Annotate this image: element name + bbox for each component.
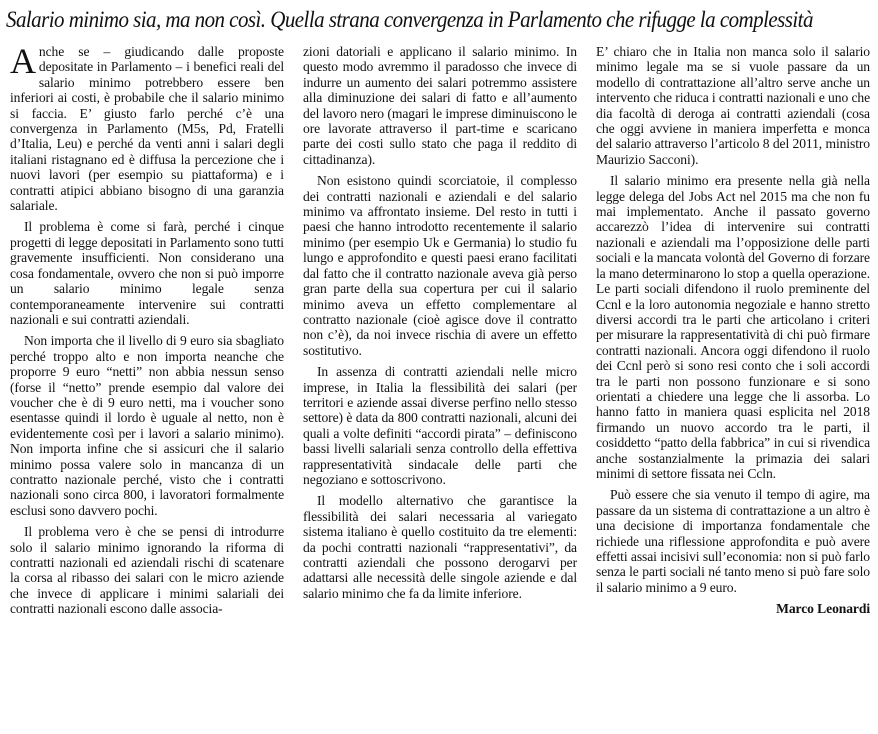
column-3	[596, 44, 870, 730]
paragraph	[10, 44, 284, 213]
paragraph: E’ chiaro che in Italia non manca solo il salario minimo legale ma se si vuole passare da un modello di contrattazione all’altro serve anche un intervento che riduca i contratti nazionali e uno che dia facoltà di deroga ai contratti aziendali (cosa che oggi avviene in maniera imperfetta e monca del salario attraverso l’articolo 8 del 2011, ministro Maurizio Sacconi).	[596, 44, 870, 167]
paragraph-text: nche se – giudicando dalle proposte depositate in Parlamento – i benefici reali del salario minimo potrebbero essere ben inferiori ai costi, è probabile che il salario minimo si faccia. E’ giusto farlo perché c’è una convergenza in Parlamento (M5s, Pd, Fratelli d’Italia, Leu) e perché da venti anni i salari degli italiani ristagnano ed è diffusa la percezione che i nuovi lavori (per esempio su piattaforma) e i contratti atipici abbiano bisogno di una garanzia salariale.	[10, 44, 284, 214]
drop-cap: A	[10, 44, 36, 81]
paragraph: Non esistono quindi scorciatoie, il complesso dei contratti nazionali e aziendali e del salario minimo va affrontato insieme. Del resto in tutti i paesi che hanno introdotto recentemente il salario minimo (per esempio Uk e Germania) lo studio fu lungo e approfondito e questi paesi erano facilitati dal fatto che il contratto nazionale aveva già perso gran parte della sua copertura per cui il salario minimo aveva un effetto complementare al contratto nazionale (cioè agisce dove il contratto non c’è), da noi invece rischia di avere un effetto sostitutivo.	[303, 173, 577, 358]
paragraph: Il modello alternativo che garantisce la flessibilità dei salari necessaria al variegato sistema italiano è quello costituito da tre elementi: da pochi contratti nazionali “rappresentativi”, da contratti aziendali che possono derogarvi per adattarsi alle necessità delle singole aziende e dal salario minimo che fa da limite inferiore.	[303, 493, 577, 601]
headline: Salario minimo sia, ma non così. Quella strana convergenza in Parlamento che rifugge la complessità	[6, 7, 813, 33]
column-1	[10, 44, 284, 730]
paragraph: Il salario minimo era presente nella già nella legge delega del Jobs Act nel 2015 ma che non fu mai implementato. Anche il passato governo accarezzò l’idea di intervenire sui contratti nazionali e aziendali ma l’opposizione delle parti sociali e la mancata volontà del Governo di forzare la mano determinarono lo stop a quella operazione. Le parti sociali difendono il ruolo preminente del Ccnl e la loro autonomia negoziale e hanno stretto diversi accordi tra le parti che articolano i criteri per misurare la rappresentatività di chi può firmare contratti nazionali. Ancora oggi difendono il ruolo dei Ccnl però si sono resi conto che i soli accordi tra le parti non possono funzionare e si sono orientati a chiedere una legge che li assorba. Lo hanno fatto in maniera quasi esplicita nel 2018 firmando un nuovo accordo tra le parti, il cosiddetto “patto della fabbrica” in cui si rivendica anche sostanzialmente la primazia dei salari minimi di settore fissata nei Ccln.	[596, 173, 870, 481]
author-signature: Marco Leonardi	[776, 601, 870, 617]
article-body	[10, 44, 870, 730]
paragraph: In assenza di contratti aziendali nelle micro imprese, in Italia la flessibilità dei salari (per territori e aziende assai diverse perfino nello stesso settore) è data da 800 contratti nazionali, alcuni dei quali a volte definiti “accordi pirata” – definiscono bassi livelli salariali senza controllo della effettiva rappresentatività sindacale delle parti che negoziano e sottoscrivono.	[303, 364, 577, 487]
paragraph: Non importa che il livello di 9 euro sia sbagliato perché troppo alto e non importa neanche che proporre 9 euro “netti” non abbia nessun senso (forse il “netto” prende esempio dal valore dei voucher che è di 9 euro netti, ma i voucher sono esentasse quindi il lordo è uguale al netto, non è evidentemente così per i lavori a salario minimo). Non importa infine che si assicuri che il salario minimo possa valere solo in mancanza di un contratto nazionale perché, visto che i contratti nazionali sono circa 800, i lavoratori formalmente esclusi sono davvero pochi.	[10, 333, 284, 518]
paragraph: Può essere che sia venuto il tempo di agire, ma passare da un sistema di contrattazione a un altro è una decisione di importanza fondamentale che richiede una riflessione approfondita e può avere effetti assai incisivi sull’economia: non si può farlo senza le parti sociali né tanto meno si può fare solo il salario minimo a 9 euro.	[596, 487, 870, 595]
paragraph: Il problema vero è che se pensi di introdurre solo il salario minimo ignorando la riforma di contratti nazionali ed aziendali rischi di scatenare la corsa al ribasso dei salari con le micro aziende che invece di applicare i minimi salariali dei contratti nazionali escono dalle associa-	[10, 524, 284, 617]
column-2	[303, 44, 577, 730]
paragraph: Il problema è come si farà, perché i cinque progetti di legge depositati in Parlamento sono tutti gravemente insufficienti. Non considerano una cosa fondamentale, ovvero che non si può imporre un salario minimo legale senza contemporaneamente intervenire sui contratti nazionali e sui contratti aziendali.	[10, 219, 284, 327]
paragraph: zioni datoriali e applicano il salario minimo. In questo modo avremmo il paradosso che invece di indurre un aumento dei salari potremmo assistere alla diminuzione dei salari di fatto e all’aumento del lavoro nero (magari le imprese diminuiscono le ore lavorate attraverso il part-time e scaricano parte dei costi sullo stato che paga il reddito di cittadinanza).	[303, 44, 577, 167]
